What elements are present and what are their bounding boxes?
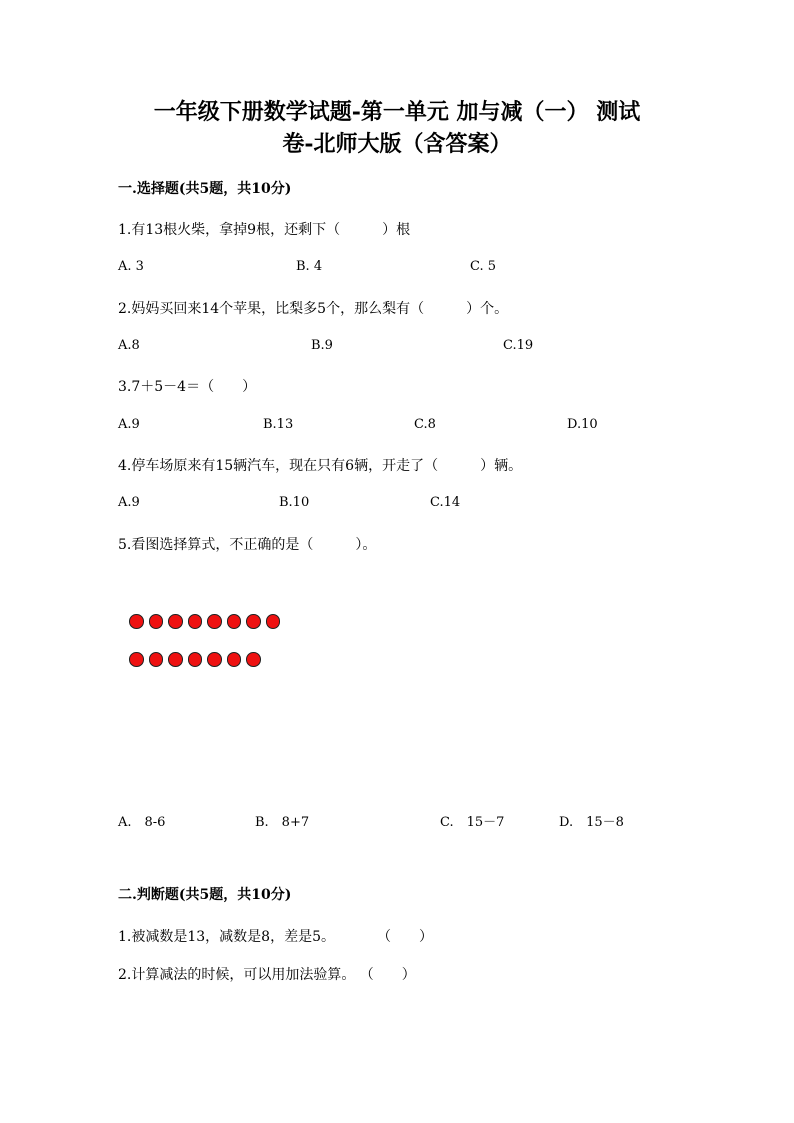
title-line-2: 卷-北师大版（含答案）: [282, 131, 512, 157]
red-dot: [149, 614, 164, 629]
option-b: B. 4: [296, 259, 323, 274]
red-dot: [188, 652, 203, 667]
option-a: A. 8-6: [118, 815, 166, 830]
question-text: 4.停车场原来有15辆汽车，现在只有6辆，开走了（ ）辆。: [118, 458, 523, 474]
red-dot: [129, 614, 144, 629]
option-c: C.19: [503, 338, 534, 353]
red-dot: [266, 614, 281, 629]
red-dot: [168, 652, 183, 667]
red-dot: [188, 614, 203, 629]
red-dot: [129, 652, 144, 667]
section-heading-judgment: 二.判断题(共5题，共10分): [118, 887, 292, 903]
red-dot: [227, 614, 242, 629]
section-heading-choice: 一.选择题(共5题，共10分): [118, 181, 292, 197]
red-dot: [246, 652, 261, 667]
dot-row-top: [129, 614, 280, 629]
option-a: A.8: [118, 338, 140, 353]
red-dot: [207, 652, 222, 667]
question-text: 2.妈妈买回来14个苹果，比梨多5个，那么梨有（ ）个。: [118, 301, 509, 317]
question-text: 3.7＋5－4＝（ ）: [118, 379, 257, 395]
red-dot: [246, 614, 261, 629]
option-c: C. 15－7: [440, 815, 505, 830]
option-b: B.9: [311, 338, 333, 353]
option-a: A.9: [118, 495, 140, 510]
option-d: D.10: [567, 417, 598, 432]
question-text: 2.计算减法的时候，可以用加法验算。 （ ）: [118, 967, 416, 983]
option-b: B.13: [263, 417, 294, 432]
option-c: C.14: [430, 495, 461, 510]
option-a: A.9: [118, 417, 140, 432]
question-text: 1.有13根火柴，拿掉9根，还剩下（ ）根: [118, 222, 411, 238]
option-c: C.8: [414, 417, 436, 432]
option-b: B. 8+7: [255, 815, 310, 830]
page-title: [110, 96, 684, 160]
option-d: D. 15－8: [559, 815, 624, 830]
option-a: A. 3: [118, 259, 144, 274]
red-dot: [168, 614, 183, 629]
red-dot: [227, 652, 242, 667]
red-dot: [149, 652, 164, 667]
question-text: 1.被减数是13，减数是8，差是5。 （ ）: [118, 929, 433, 945]
red-dot: [207, 614, 222, 629]
title-line-1: 一年级下册数学试题-第一单元 加与减（一） 测试: [153, 99, 641, 125]
option-c: C. 5: [470, 259, 497, 274]
question-text: 5.看图选择算式，不正确的是（ ）。: [118, 537, 377, 553]
option-b: B.10: [279, 495, 310, 510]
dot-row-bottom: [129, 652, 261, 667]
